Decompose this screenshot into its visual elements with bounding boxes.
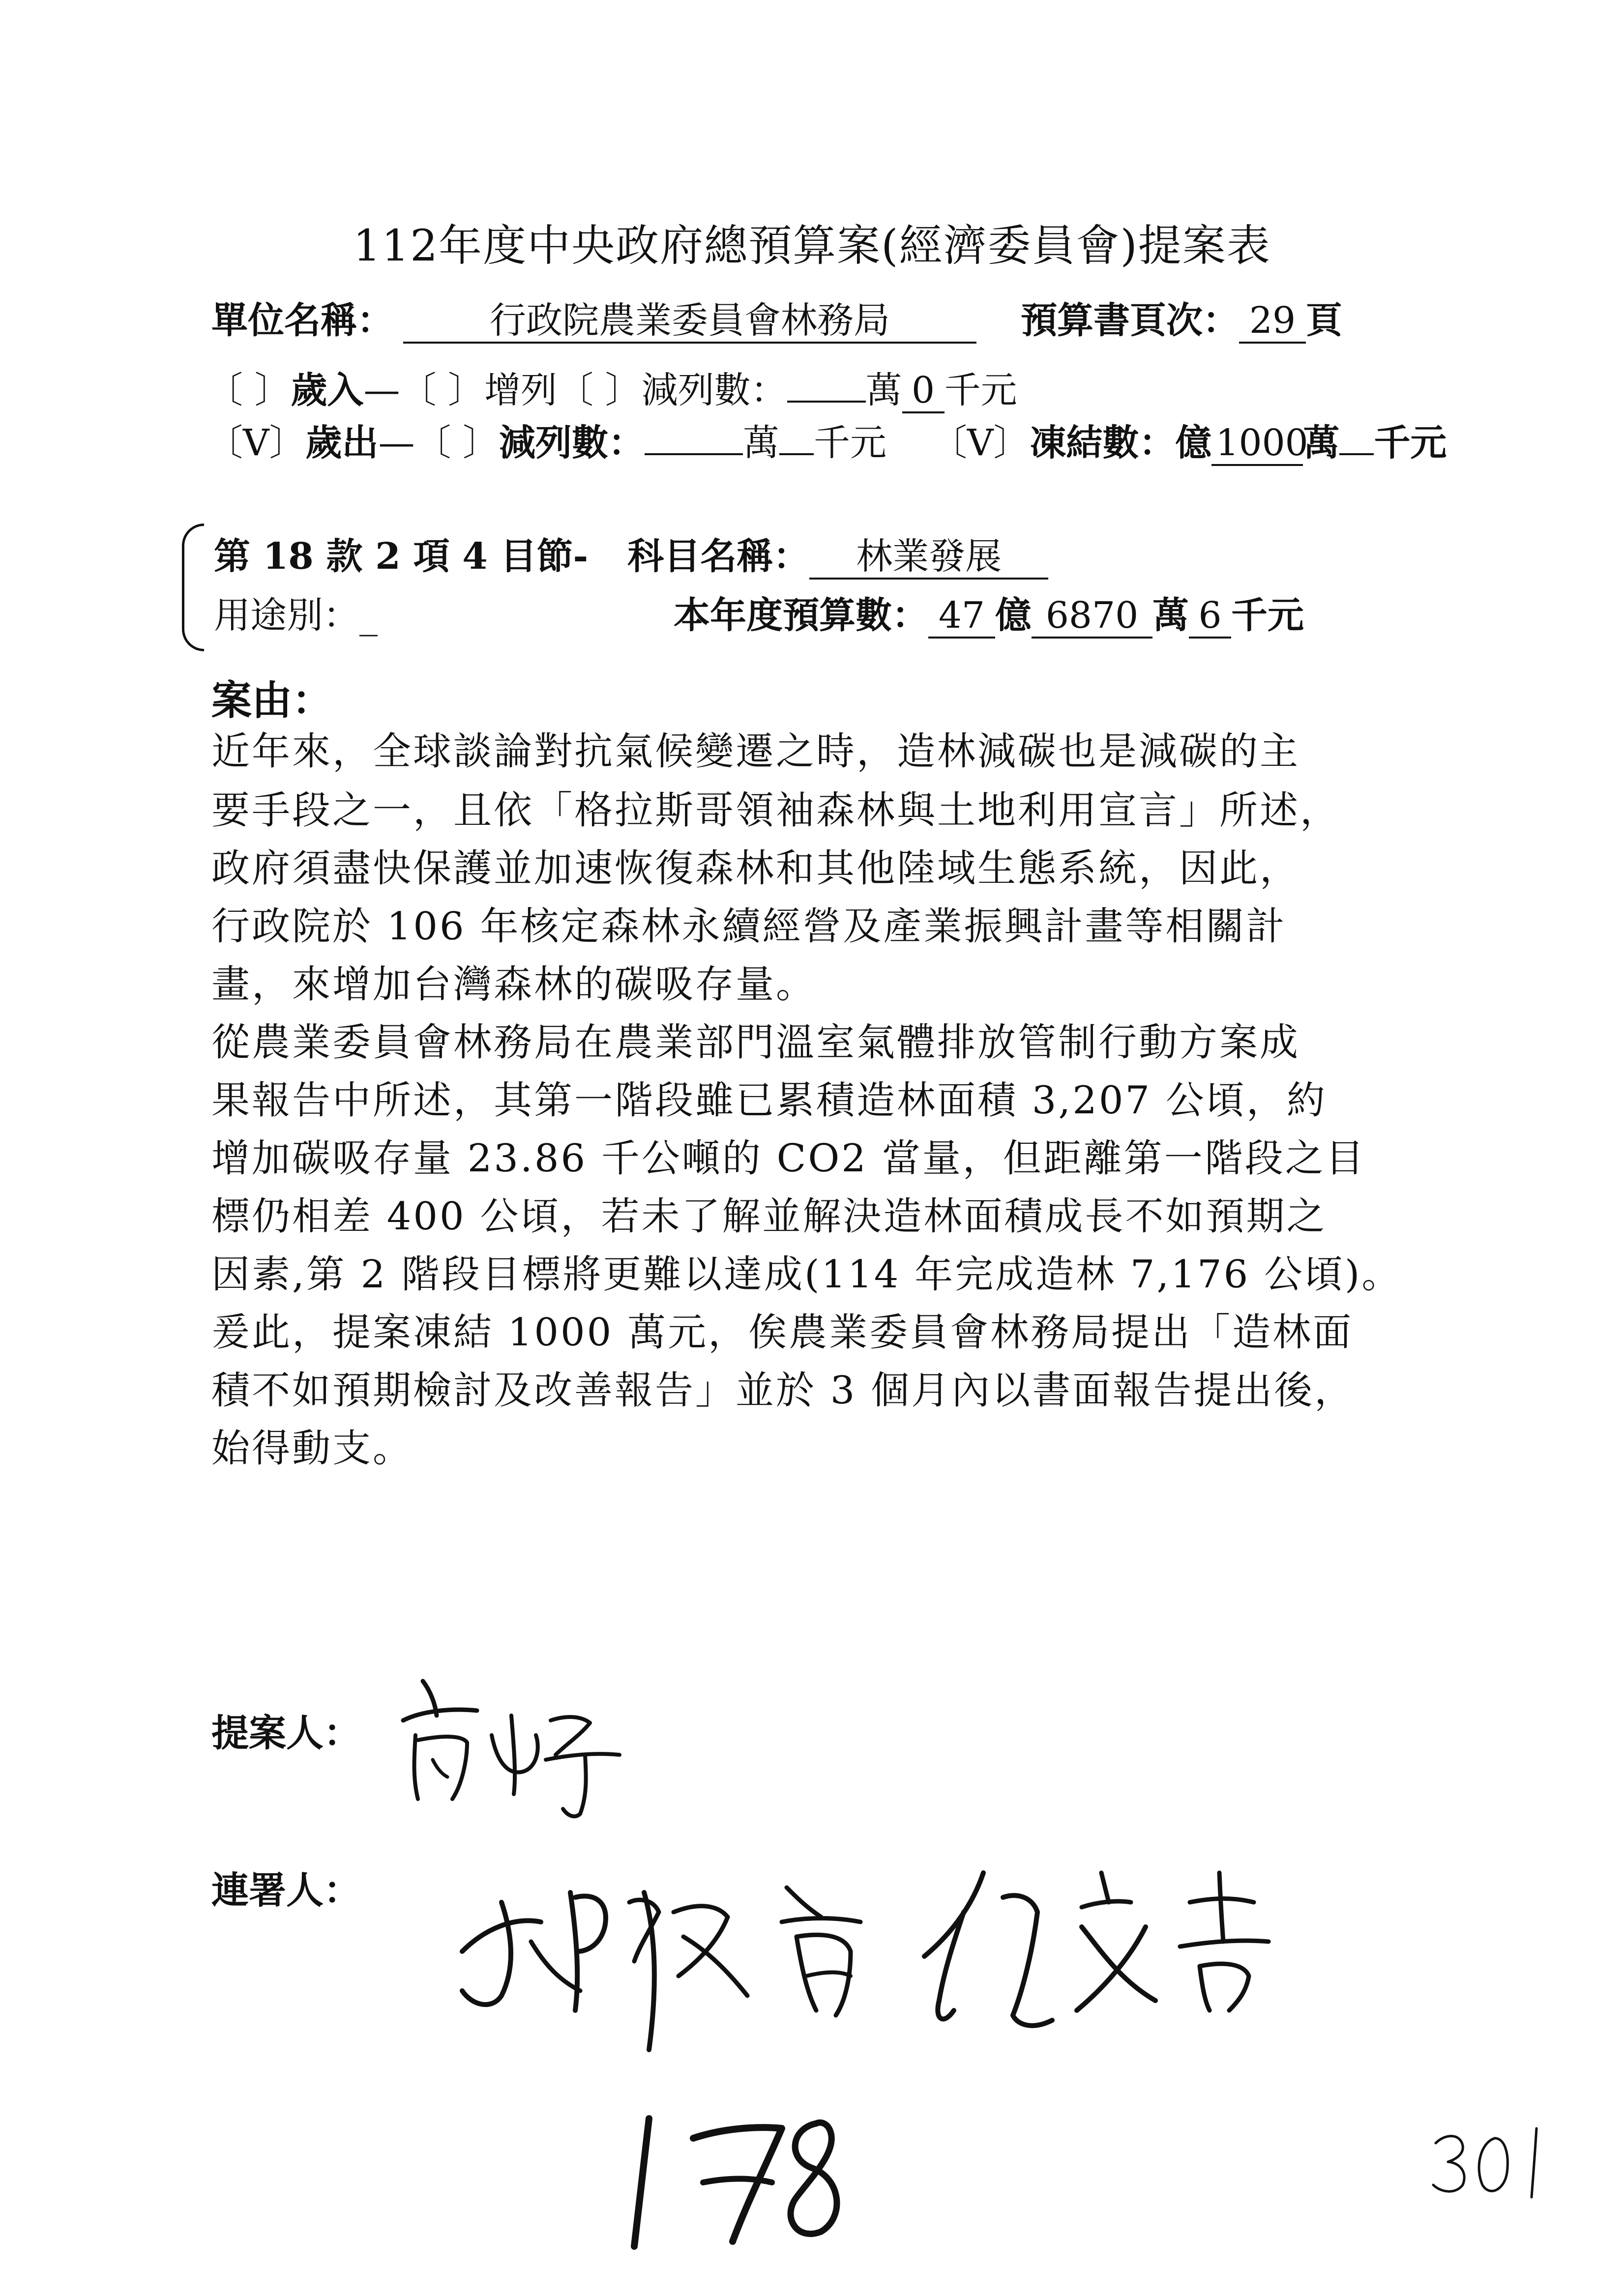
reason-line: 標仍相差 400 公頃，若未了解並解決造林面積成長不如預期之	[211, 1194, 1327, 1239]
subject-brace	[182, 523, 204, 651]
unit-value: 行政院農業委員會林務局	[403, 302, 976, 344]
expense-wan-unit: 萬	[742, 422, 779, 464]
revenue-qian-unit: 千元	[944, 369, 1017, 411]
freeze-wan-value: 1000	[1211, 425, 1303, 466]
revenue-add-label: 增列	[484, 369, 558, 411]
expense-row	[207, 424, 1447, 466]
expense-label: 歲出	[305, 422, 379, 464]
expense-reduce-label: 減列數：	[499, 422, 645, 464]
use-label: 用途別：_	[214, 594, 378, 637]
budget-wan-unit: 萬	[1152, 594, 1189, 637]
page-title: 112年度中央政府總預算案(經濟委員會)提案表	[353, 220, 1271, 271]
expense-qian-blank	[779, 424, 814, 455]
page-label: 預算書頁次：	[1021, 299, 1239, 342]
proposer-signature	[393, 1661, 639, 1824]
reason-line: 因素,第 2 階段目標將更難以達成(114 年完成造林 7,176 公頃)。	[211, 1252, 1402, 1297]
subject-row	[214, 535, 1048, 580]
freeze-yi-unit: 億	[1175, 422, 1212, 464]
reason-line: 爰此，提案凍結 1000 萬元，俟農業委員會林務局提出「造林面	[211, 1310, 1354, 1355]
expense-wan-blank	[645, 424, 743, 455]
revenue-label: 歲入	[291, 369, 364, 411]
freeze-checkbox: 〔V〕	[930, 422, 1030, 464]
revenue-checkbox: 〔 〕	[207, 369, 291, 411]
subject-name-value: 林業發展	[809, 538, 1048, 580]
freeze-qian-blank	[1339, 424, 1374, 455]
handwritten-page-number	[620, 2109, 856, 2256]
proposer-label: 提案人：	[211, 1711, 361, 1755]
revenue-wan-unit: 萬	[865, 369, 902, 411]
budget-wan-value: 6870	[1032, 597, 1152, 639]
page-suffix: 頁	[1306, 299, 1342, 342]
reason-line: 行政院於 106 年核定森林永續經營及產業振興計畫等相關計	[211, 904, 1287, 949]
budget-qian-unit: 千元	[1231, 594, 1304, 637]
use-row	[214, 594, 378, 637]
freeze-wan-unit: 萬	[1303, 422, 1340, 464]
expense-checkbox: 〔V〕	[207, 422, 306, 464]
revenue-row	[207, 371, 1017, 413]
budget-yi-value: 47	[928, 597, 995, 639]
expense-dash: —	[378, 422, 415, 464]
expense-qian-unit: 千元	[813, 422, 886, 464]
revenue-dash: —	[363, 369, 400, 411]
freeze-qian-unit: 千元	[1374, 422, 1447, 464]
revenue-wan-blank	[787, 371, 866, 403]
reason-line: 積不如預期檢討及改善報告」並於 3 個月內以書面報告提出後，	[211, 1368, 1355, 1413]
budget-qian-value: 6	[1189, 597, 1231, 639]
unit-row	[211, 299, 1342, 344]
revenue-reduce-label: 減列數：	[641, 369, 787, 411]
cosigner-signatures	[443, 1853, 1377, 2099]
budget-row	[674, 594, 1304, 639]
reason-line: 近年來，全球談論對抗氣候變遷之時，造林減碳也是減碳的主	[211, 729, 1300, 774]
reason-line: 始得動支。	[211, 1426, 413, 1471]
unit-label: 單位名稱：	[211, 299, 393, 342]
reason-line: 從農業委員會林務局在農業部門溫室氣體排放管制行動方案成	[211, 1020, 1300, 1065]
reason-heading: 案由：	[211, 677, 333, 724]
subject-name-label: 科目名稱：	[627, 535, 810, 578]
expense-reduce-checkbox: 〔 〕	[414, 422, 499, 464]
revenue-add-checkbox: 〔 〕	[400, 369, 485, 411]
reason-line: 增加碳吸存量 23.86 千公噸的 CO2 當量，但距離第一階段之目	[211, 1136, 1366, 1181]
revenue-qian-value: 0	[902, 372, 945, 413]
cosigner-label: 連署人：	[211, 1868, 361, 1912]
reason-line: 畫，來增加台灣森林的碳吸存量。	[211, 962, 817, 1007]
subject-section: 第 18 款 2 項 4 目節-	[214, 535, 589, 578]
budget-yi-unit: 億	[995, 594, 1032, 637]
handwritten-corner-number	[1426, 2123, 1554, 2202]
revenue-reduce-checkbox: 〔 〕	[557, 369, 642, 411]
page-value: 29	[1239, 302, 1306, 344]
reason-line: 政府須盡快保護並加速恢復森林和其他陸域生態系統，因此，	[211, 846, 1300, 891]
reason-line: 果報告中所述，其第一階段雖已累積造林面積 3,207 公頃，約	[211, 1078, 1327, 1123]
reason-line: 要手段之一，且依「格拉斯哥領袖森林與土地利用宣言」所述，	[211, 788, 1341, 833]
budget-label: 本年度預算數：	[674, 594, 928, 637]
freeze-label: 凍結數：	[1030, 422, 1176, 464]
